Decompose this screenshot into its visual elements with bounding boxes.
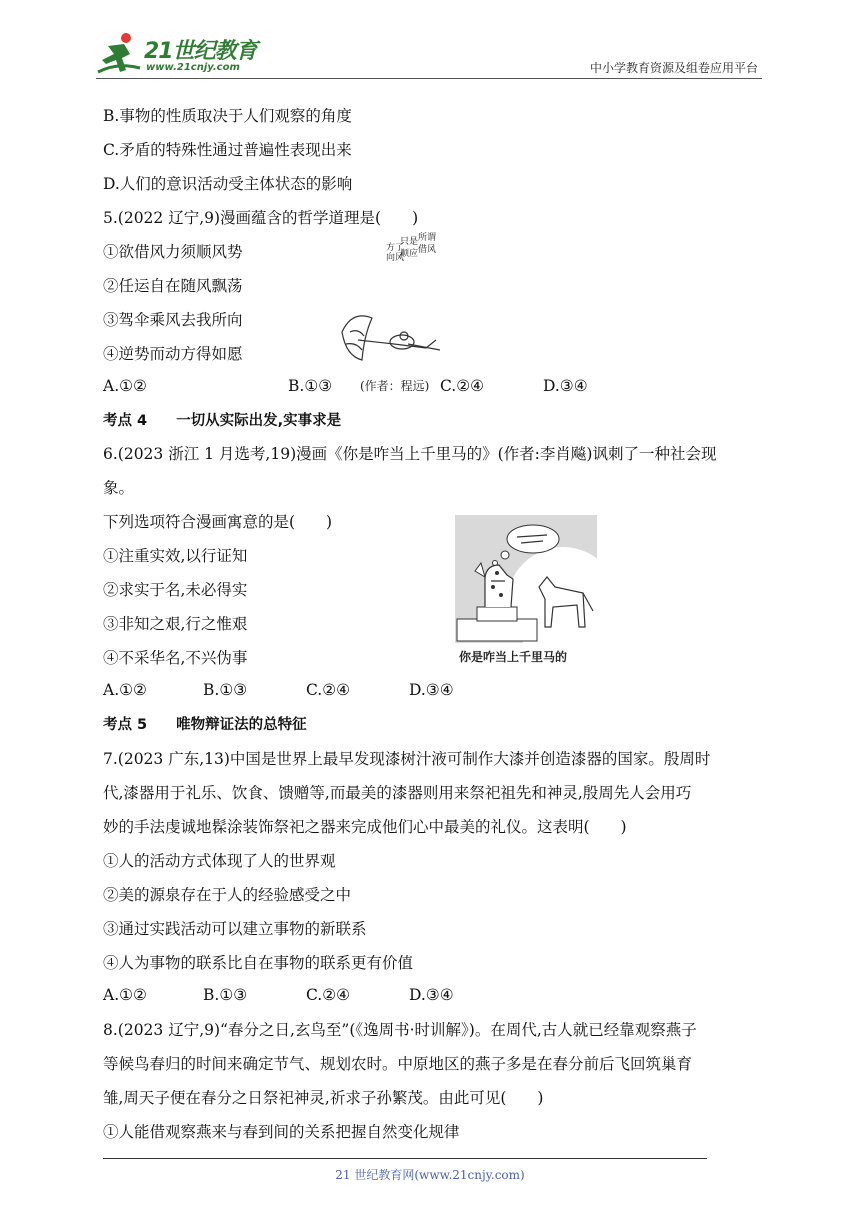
q6-item-3: ③非知之艰,行之惟艰: [103, 615, 248, 633]
platform-name: 中小学教育资源及组卷应用平台: [589, 61, 758, 75]
q8-item-1: ①人能借观察燕来与春到间的关系把握自然变化规律: [103, 1123, 460, 1141]
logo: [96, 32, 266, 76]
question-6-cont: 象。: [103, 479, 135, 497]
q7-item-2: ②美的源泉存在于人的经验感受之中: [103, 886, 352, 904]
option-d: D.人们的意识活动受主体状态的影响: [103, 175, 353, 193]
header-divider: [96, 78, 762, 79]
svg-text:向风: 向风: [386, 253, 405, 263]
svg-text:只是: 只是: [400, 237, 419, 247]
q5-item-2: ②任运自在随风飘荡: [103, 277, 243, 295]
cartoon-umbrella-caption: (作者：程远): [360, 379, 430, 393]
page-header: [96, 28, 762, 82]
question-7-line-2: 代,漆器用于礼乐、饮食、馈赠等,而最美的漆器则用来祭祀祖先和神灵,殷周先人会用巧: [103, 784, 692, 802]
cartoon-horses-caption: 你是咋当上千里马的: [459, 650, 568, 664]
runner-logo-icon: [96, 32, 142, 76]
svg-text:顺应: 顺应: [400, 249, 419, 259]
q6-item-4: ④不采华名,不兴伪事: [103, 649, 248, 667]
question-6: 6.(2023 浙江 1 月选考,19)漫画《你是咋当上千里马的》(作者:李肖飚)讽刺了一种社会现: [103, 445, 717, 463]
svg-text:方了: 方了: [386, 243, 405, 253]
q5-choice-a: A.①②: [103, 377, 147, 395]
question-7-line-3: 妙的手法虔诚地髹涂装饰祭祀之器来完成他们心中最美的礼仪。这表明( ): [103, 818, 627, 836]
q5-item-1: ①欲借风力须顺风势: [103, 243, 243, 261]
option-b: B.事物的性质取决于人们观察的角度: [103, 107, 352, 125]
svg-text:借风: 借风: [418, 245, 437, 255]
cartoon-umbrella-drawing: [336, 232, 446, 400]
q7-choice-b: B.①③: [203, 986, 248, 1004]
logo-text: 21世纪教育: [144, 39, 257, 64]
question-7: 7.(2023 广东,13)中国是世界上最早发现漆树汁液可制作大漆并创造漆器的国家。殷周时: [103, 750, 711, 768]
q6-choice-d: D.③④: [409, 681, 454, 699]
q7-item-3: ③通过实践活动可以建立事物的新联系: [103, 920, 367, 938]
question-8: 8.(2023 辽宁,9)“春分之日,玄鸟至”(《逸周书·时训解》)。在周代,古人就已经靠观察燕子: [103, 1021, 697, 1039]
svg-text:所谓: 所谓: [418, 233, 437, 243]
cartoon-umbrella: [336, 232, 446, 400]
q5-item-4: ④逆势而动方得如愿: [103, 345, 243, 363]
q6-choice-c: C.②④: [306, 681, 351, 699]
option-c: C.矛盾的特殊性通过普遍性表现出来: [103, 141, 352, 159]
q5-item-3: ③驾伞乘风去我所向: [103, 311, 243, 329]
question-5: 5.(2022 辽宁,9)漫画蕴含的哲学道理是( ): [103, 209, 419, 227]
q7-choice-c: C.②④: [306, 986, 351, 1004]
q5-choice-b: B.①③: [288, 377, 333, 395]
q7-item-1: ①人的活动方式体现了人的世界观: [103, 852, 336, 870]
logo-url: www.21cnjy.com: [146, 62, 240, 73]
q6-choice-a: A.①②: [103, 681, 147, 699]
q5-choice-d: D.③④: [543, 377, 588, 395]
section-heading-5: 考点 5 唯物辩证法的总特征: [103, 717, 307, 733]
q7-choice-d: D.③④: [409, 986, 454, 1004]
q7-item-4: ④人为事物的联系比自在事物的联系更有价值: [103, 954, 414, 972]
cartoon-horses-drawing: [455, 515, 597, 669]
q6-choice-b: B.①③: [203, 681, 248, 699]
q7-choice-a: A.①②: [103, 986, 147, 1004]
q6-item-1: ①注重实效,以行证知: [103, 547, 248, 565]
q5-choice-c: C.②④: [440, 377, 485, 395]
footer-divider: [103, 1158, 707, 1159]
footer-link[interactable]: 21 世纪教育网(www.21cnjy.com): [335, 1168, 525, 1182]
question-8-line-2: 等候鸟春归的时间来确定节气、规划农时。中原地区的燕子多是在春分前后飞回筑巢育: [103, 1055, 693, 1073]
cartoon-horses: [455, 515, 597, 669]
section-heading-4: 考点 4 一切从实际出发,实事求是: [103, 413, 342, 429]
q6-item-2: ②求实于名,未必得实: [103, 581, 248, 599]
question-8-line-3: 雏,周天子便在春分之日祭祀神灵,祈求子孙繁茂。由此可见( ): [103, 1089, 544, 1107]
question-6-prompt: 下列选项符合漫画寓意的是( ): [103, 513, 333, 531]
